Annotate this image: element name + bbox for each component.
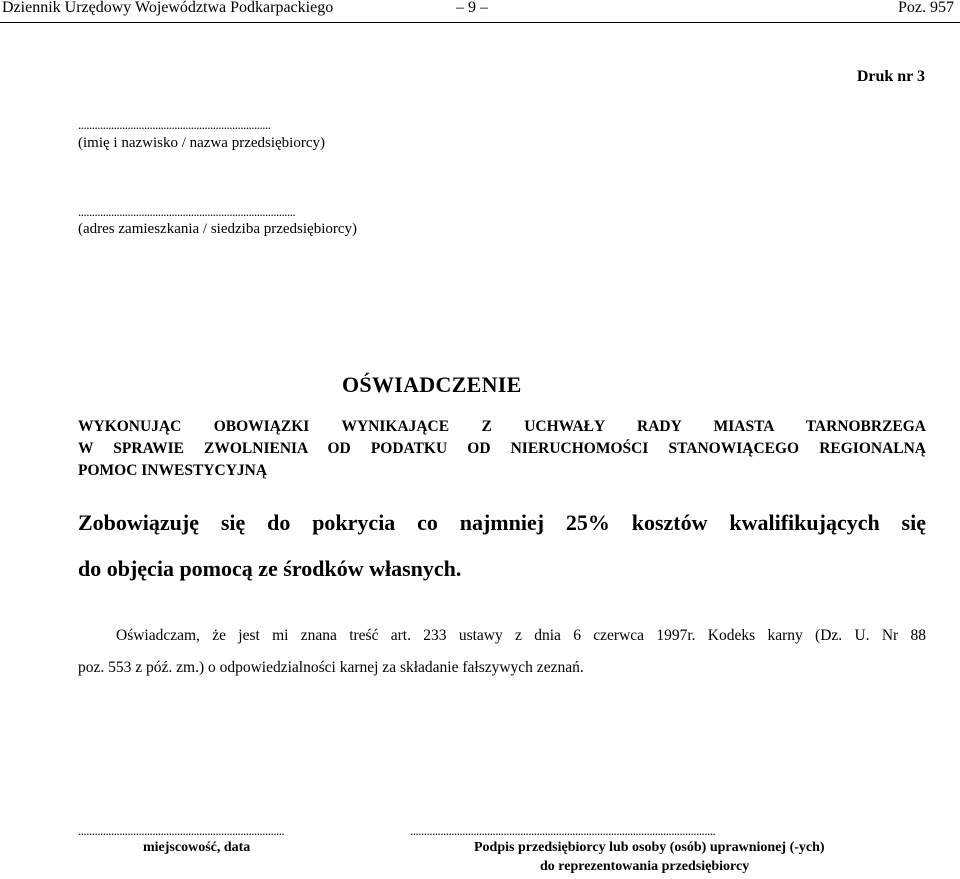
position-number: Poz. 957 xyxy=(898,0,954,16)
subtitle-line-2: W SPRAWIE ZWOLNIENIA OD PODATKU OD NIERUCHOMOŚCI STANOWIĄCEGO REGIONALNĄ xyxy=(78,440,926,457)
place-date-caption: miejscowość, data xyxy=(143,840,251,855)
commitment-line-2: do objęcia pomocą ze środków własnych. xyxy=(78,556,462,581)
page-number: – 9 – xyxy=(456,0,488,16)
document-subtitle xyxy=(78,416,926,482)
subtitle-line-3: POMOC INWESTYCYJNĄ xyxy=(78,462,268,479)
commitment-text xyxy=(78,500,926,592)
address-field-caption: (adres zamieszkania / siedziba przedsiębiorcy) xyxy=(78,221,358,237)
name-field-line: ...................................................................... xyxy=(78,117,271,132)
subtitle-line-1: WYKONUJĄC OBOWIĄZKI WYNIKAJĄCE Z UCHWAŁY RADY MIASTA TARNOBRZEGA xyxy=(78,418,926,435)
commitment-line-1: Zobowiązuję się do pokrycia co najmniej 25% kosztów kwalifikujących się xyxy=(78,510,926,535)
statement-text xyxy=(78,620,926,684)
statement-line-2: poz. 553 z póź. zm.) o odpowiedzialności karnej za składanie fałszywych zeznań. xyxy=(78,659,584,676)
page-header xyxy=(0,0,960,23)
address-field-line: ............................................................................... xyxy=(78,204,296,219)
signature-line: ............................................................................................................... xyxy=(410,823,716,838)
signature-caption-line-1: Podpis przedsiębiorcy lub osoby (osób) uprawnionej (-ych) xyxy=(474,840,825,855)
journal-title: Dziennik Urzędowy Województwa Podkarpackiego xyxy=(2,0,334,16)
place-date-line: ........................................................................... xyxy=(78,823,285,838)
document-title: OŚWIADCZENIE xyxy=(342,372,522,397)
signature-caption-line-2: do reprezentowania przedsiębiorcy xyxy=(540,859,750,874)
name-field-caption: (imię i nazwisko / nazwa przedsiębiorcy) xyxy=(78,135,325,151)
form-number: Druk nr 3 xyxy=(856,68,925,85)
statement-line-1: Oświadczam, że jest mi znana treść art. 233 ustawy z dnia 6 czerwca 1997r. Kodeks karny (Dz. U. Nr 88 xyxy=(116,627,926,644)
